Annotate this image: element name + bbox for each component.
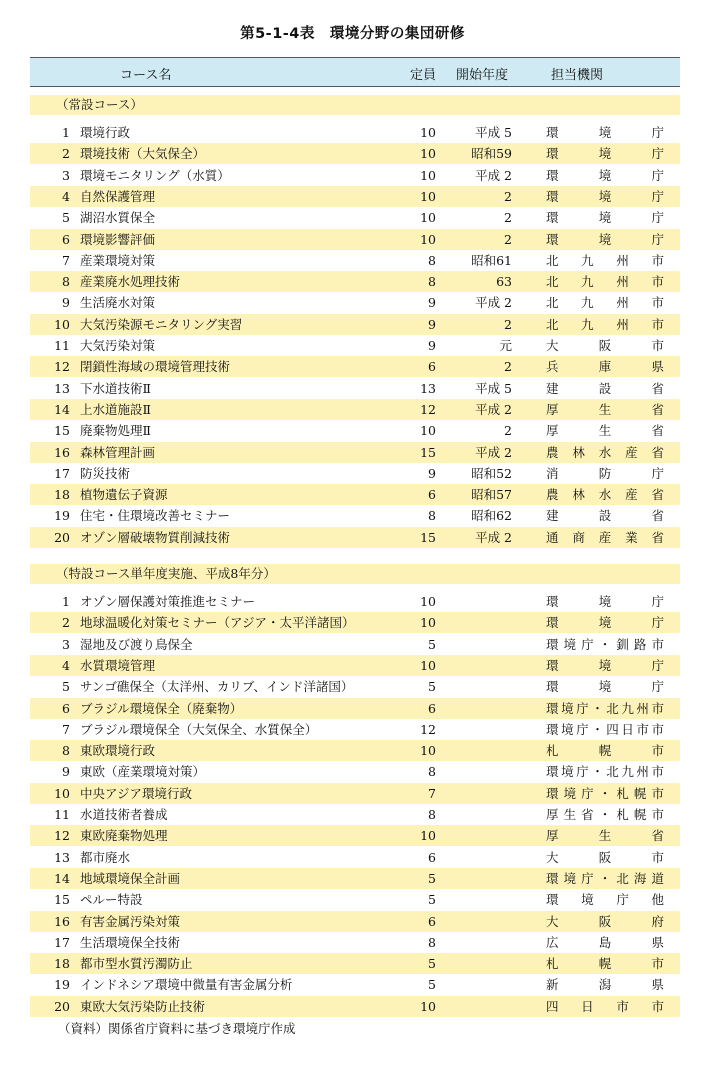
capacity-cell: 10 <box>420 188 436 204</box>
capacity-cell: 15 <box>420 444 436 460</box>
table-row <box>30 442 680 463</box>
source-footnote: （資料）関係省庁資料に基づき環境庁作成 <box>58 1021 296 1036</box>
table-row <box>30 719 680 740</box>
organization-cell: 環境庁 <box>546 679 664 695</box>
course-name-cell: 下水道技術Ⅱ <box>80 380 151 396</box>
course-name-cell: 産業廃水処理技術 <box>80 274 181 290</box>
table-row <box>30 165 680 186</box>
organization-cell: 環境庁 <box>546 188 664 204</box>
start-year-cell: 2 <box>504 316 512 332</box>
start-year-cell: 平成 2 <box>475 529 512 545</box>
section-header <box>30 564 680 584</box>
organization-cell: 厚生省 <box>546 423 664 439</box>
table-row <box>30 186 680 207</box>
organization-cell: 環境庁 <box>546 594 664 609</box>
start-year-cell: 昭和57 <box>471 487 512 503</box>
table-row <box>30 420 680 441</box>
organization-cell: 大阪市 <box>546 849 664 865</box>
course-name-cell: 産業環境対策 <box>80 252 156 268</box>
header-capacity: 定員 <box>410 68 437 83</box>
course-name-cell: 地球温暖化対策セミナー（アジア・太平洋諸国） <box>80 615 355 631</box>
row-number: 14 <box>54 401 70 417</box>
capacity-cell: 8 <box>428 252 436 268</box>
course-name-cell: ブラジル環境保全（廃棄物） <box>80 700 243 716</box>
start-year-cell: 昭和52 <box>471 465 512 481</box>
capacity-cell: 10 <box>420 231 436 247</box>
course-name-cell: 有害金属汚染対策 <box>80 913 181 929</box>
capacity-cell: 10 <box>420 615 436 631</box>
row-number: 5 <box>62 210 70 226</box>
table-row <box>30 953 680 974</box>
organization-cell: 北九州市 <box>546 316 664 332</box>
course-name-cell: 森林管理計画 <box>80 444 156 460</box>
table-row <box>30 612 680 633</box>
table-row <box>30 804 680 825</box>
organization-cell: 環境庁 <box>546 167 664 183</box>
row-number: 9 <box>62 295 70 311</box>
page-title: 第5-1-4表 環境分野の集団研修 <box>240 26 465 42</box>
table-row <box>30 655 680 676</box>
capacity-cell: 10 <box>420 657 436 673</box>
organization-cell: 大阪市 <box>546 338 664 353</box>
section-label: （常設コース） <box>56 97 143 112</box>
course-name-cell: 住宅・住環境改善セミナー <box>80 508 231 524</box>
organization-cell: 環境庁・釧路市 <box>546 636 664 652</box>
capacity-cell: 7 <box>428 785 436 801</box>
header-start-year: 開始年度 <box>456 68 509 83</box>
capacity-cell: 10 <box>420 167 436 183</box>
header-course-name: コース名 <box>120 68 172 83</box>
row-number: 1 <box>62 125 70 140</box>
table-row <box>30 335 680 356</box>
row-number: 7 <box>62 721 70 737</box>
table-row <box>30 847 680 868</box>
capacity-cell: 9 <box>428 465 436 481</box>
course-name-cell: 環境影響評価 <box>80 231 156 247</box>
table-row <box>30 868 680 889</box>
organization-cell: 環境庁・北九州市 <box>546 700 664 716</box>
table-row <box>30 676 680 697</box>
row-number: 17 <box>54 934 70 950</box>
capacity-cell: 8 <box>428 764 436 780</box>
course-name-cell: 都市型水質汚濁防止 <box>80 956 193 972</box>
course-name-cell: サンゴ礁保全（太洋州、カリブ、インド洋諸国） <box>80 679 354 695</box>
row-number: 8 <box>62 743 70 759</box>
start-year-cell: 平成 2 <box>475 167 512 183</box>
organization-cell: 環境庁 <box>546 125 664 140</box>
capacity-cell: 8 <box>428 934 436 950</box>
row-number: 12 <box>54 828 70 844</box>
table-row <box>30 911 680 932</box>
organization-cell: 農林水産省 <box>546 444 664 460</box>
table-row <box>30 207 680 228</box>
capacity-cell: 10 <box>420 125 436 140</box>
organization-cell: 広島県 <box>546 934 664 950</box>
capacity-cell: 10 <box>420 594 436 609</box>
row-number: 19 <box>54 977 70 993</box>
row-number: 19 <box>54 508 70 524</box>
start-year-cell: 2 <box>504 231 512 247</box>
course-name-cell: 東欧環境行政 <box>80 743 156 759</box>
row-number: 3 <box>62 636 70 652</box>
row-number: 20 <box>54 998 70 1014</box>
row-number: 10 <box>54 785 70 801</box>
table-row <box>30 292 680 313</box>
start-year-cell: 2 <box>504 210 512 226</box>
row-number: 13 <box>54 849 70 865</box>
row-number: 6 <box>62 700 70 716</box>
organization-cell: 札幌市 <box>546 743 664 759</box>
course-name-cell: 環境モニタリング（水質） <box>80 167 230 183</box>
row-number: 11 <box>54 807 70 822</box>
row-number: 5 <box>62 679 70 695</box>
capacity-cell: 5 <box>428 892 436 908</box>
organization-cell: 環境庁・北九州市 <box>546 764 664 780</box>
organization-cell: 消防庁 <box>546 465 664 481</box>
capacity-cell: 5 <box>428 977 436 993</box>
start-year-cell: 平成 2 <box>475 295 512 311</box>
organization-cell: 札幌市 <box>546 956 664 972</box>
course-name-cell: 水道技術者養成 <box>80 807 168 822</box>
table-row <box>30 229 680 250</box>
organization-cell: 環境庁・札幌市 <box>546 785 664 801</box>
organization-cell: 環境庁・四日市市 <box>546 721 664 737</box>
row-number: 3 <box>62 167 70 183</box>
organization-cell: 環境庁 <box>546 231 664 247</box>
capacity-cell: 5 <box>428 870 436 886</box>
organization-cell: 環境庁他 <box>546 892 664 908</box>
capacity-cell: 8 <box>428 508 436 524</box>
organization-cell: 新潟県 <box>546 977 664 993</box>
table-header <box>30 57 680 87</box>
course-name-cell: オゾン層保護対策推進セミナー <box>80 594 256 609</box>
capacity-cell: 6 <box>428 849 436 865</box>
organization-cell: 建設省 <box>546 380 664 396</box>
course-name-cell: ブラジル環境保全（大気保全、水質保全） <box>80 721 318 737</box>
course-name-cell: 廃棄物処理Ⅱ <box>80 423 151 439</box>
capacity-cell: 9 <box>428 295 436 311</box>
course-name-cell: 環境行政 <box>80 125 131 140</box>
section-label: （特設コース単年度実施、平成8年分） <box>56 566 276 581</box>
organization-cell: 北九州市 <box>546 252 664 268</box>
start-year-cell: 平成 2 <box>475 401 512 417</box>
capacity-cell: 10 <box>420 828 436 844</box>
course-name-cell: 水質環境管理 <box>80 657 156 673</box>
organization-cell: 北九州市 <box>546 295 664 311</box>
course-name-cell: 生活環境保全技術 <box>80 934 181 950</box>
row-number: 11 <box>54 338 70 353</box>
row-number: 7 <box>62 252 70 268</box>
row-number: 9 <box>62 764 70 780</box>
table-row <box>30 527 680 548</box>
row-number: 15 <box>54 423 70 439</box>
table-row <box>30 761 680 782</box>
course-name-cell: 閉鎖性海域の環境管理技術 <box>80 359 231 375</box>
course-name-cell: ペルー特設 <box>80 892 143 908</box>
table-row <box>30 250 680 271</box>
course-name-cell: インドネシア環境中微量有害金属分析 <box>80 977 293 993</box>
course-name-cell: 植物遺伝子資源 <box>80 487 168 503</box>
table-row <box>30 505 680 526</box>
course-name-cell: 生活廃水対策 <box>80 295 156 311</box>
capacity-cell: 13 <box>420 380 436 396</box>
organization-cell: 大阪府 <box>546 913 664 929</box>
course-name-cell: 自然保護管理 <box>80 188 156 204</box>
row-number: 1 <box>62 594 70 609</box>
capacity-cell: 10 <box>420 998 436 1014</box>
capacity-cell: 10 <box>420 210 436 226</box>
table-row <box>30 484 680 505</box>
capacity-cell: 10 <box>420 743 436 759</box>
start-year-cell: 平成 5 <box>475 125 512 140</box>
capacity-cell: 9 <box>428 316 436 332</box>
section-header <box>30 95 680 115</box>
table-row <box>30 314 680 335</box>
course-name-cell: 東欧（産業環境対策） <box>80 764 206 780</box>
table-row <box>30 271 680 292</box>
table-row <box>30 974 680 995</box>
course-name-cell: 地域環境保全計画 <box>80 870 181 886</box>
organization-cell: 兵庫県 <box>546 359 664 375</box>
organization-cell: 建設省 <box>546 508 664 524</box>
start-year-cell: 昭和62 <box>471 508 512 524</box>
table-row <box>30 378 680 399</box>
row-number: 12 <box>54 359 70 375</box>
header-organization: 担当機関 <box>551 68 604 83</box>
capacity-cell: 15 <box>420 529 436 545</box>
course-name-cell: 東欧廃棄物処理 <box>80 828 168 844</box>
capacity-cell: 6 <box>428 700 436 716</box>
row-number: 17 <box>54 465 70 481</box>
table-row <box>30 740 680 761</box>
table-row <box>30 825 680 846</box>
organization-cell: 厚生省・札幌市 <box>546 807 664 822</box>
course-name-cell: 上水道施設Ⅱ <box>80 401 151 417</box>
organization-cell: 厚生省 <box>546 828 664 844</box>
row-number: 20 <box>54 529 70 545</box>
row-number: 10 <box>54 316 70 332</box>
course-name-cell: 湿地及び渡り鳥保全 <box>80 636 193 652</box>
start-year-cell: 2 <box>504 188 512 204</box>
row-number: 4 <box>62 657 70 673</box>
start-year-cell: 昭和59 <box>471 146 512 162</box>
row-number: 4 <box>62 188 70 204</box>
start-year-cell: 2 <box>504 423 512 439</box>
organization-cell: 四日市市 <box>546 998 664 1014</box>
row-number: 2 <box>62 146 70 162</box>
row-number: 16 <box>54 913 70 929</box>
organization-cell: 環境庁 <box>546 657 664 673</box>
table-row <box>30 591 680 612</box>
capacity-cell: 8 <box>428 274 436 290</box>
course-name-cell: 湖沼水質保全 <box>80 210 156 226</box>
course-name-cell: 都市廃水 <box>80 849 131 865</box>
start-year-cell: 昭和61 <box>471 252 512 268</box>
capacity-cell: 9 <box>428 338 436 353</box>
organization-cell: 環境庁 <box>546 146 664 162</box>
row-number: 2 <box>62 615 70 631</box>
row-number: 18 <box>54 487 70 503</box>
start-year-cell: 2 <box>504 359 512 375</box>
table-row <box>30 996 680 1017</box>
capacity-cell: 12 <box>420 401 436 417</box>
capacity-cell: 6 <box>428 487 436 503</box>
row-number: 13 <box>54 380 70 396</box>
row-number: 18 <box>54 956 70 972</box>
organization-cell: 環境庁・北海道 <box>546 870 664 886</box>
capacity-cell: 8 <box>428 807 436 822</box>
row-number: 14 <box>54 870 70 886</box>
table-row <box>30 463 680 484</box>
table-row <box>30 399 680 420</box>
start-year-cell: 平成 5 <box>475 380 512 396</box>
start-year-cell: 元 <box>499 338 512 353</box>
capacity-cell: 12 <box>420 721 436 737</box>
table-row <box>30 932 680 953</box>
table-row <box>30 698 680 719</box>
table-row <box>30 634 680 655</box>
course-name-cell: 環境技術（大気保全） <box>80 146 206 162</box>
row-number: 16 <box>54 444 70 460</box>
capacity-cell: 10 <box>420 423 436 439</box>
organization-cell: 北九州市 <box>546 274 664 290</box>
capacity-cell: 10 <box>420 146 436 162</box>
organization-cell: 環境庁 <box>546 210 664 226</box>
organization-cell: 環境庁 <box>546 615 664 631</box>
table-row <box>30 122 680 143</box>
table-row <box>30 356 680 377</box>
course-name-cell: 大気汚染対策 <box>80 338 156 353</box>
table-row <box>30 143 680 164</box>
start-year-cell: 63 <box>496 274 512 290</box>
organization-cell: 厚生省 <box>546 401 664 417</box>
course-name-cell: 中央アジア環境行政 <box>80 785 193 801</box>
row-number: 15 <box>54 892 70 908</box>
table-row <box>30 889 680 910</box>
capacity-cell: 5 <box>428 679 436 695</box>
course-name-cell: 東欧大気汚染防止技術 <box>80 998 206 1014</box>
row-number: 6 <box>62 231 70 247</box>
capacity-cell: 5 <box>428 636 436 652</box>
capacity-cell: 6 <box>428 359 436 375</box>
course-name-cell: 防災技術 <box>80 465 131 481</box>
row-number: 8 <box>62 274 70 290</box>
organization-cell: 通商産業省 <box>546 529 664 545</box>
course-name-cell: 大気汚染源モニタリング実習 <box>80 316 243 332</box>
capacity-cell: 5 <box>428 956 436 972</box>
capacity-cell: 6 <box>428 913 436 929</box>
table-row <box>30 783 680 804</box>
start-year-cell: 平成 2 <box>475 444 512 460</box>
organization-cell: 農林水産省 <box>546 487 664 503</box>
course-name-cell: オゾン層破壊物質削減技術 <box>80 529 231 545</box>
